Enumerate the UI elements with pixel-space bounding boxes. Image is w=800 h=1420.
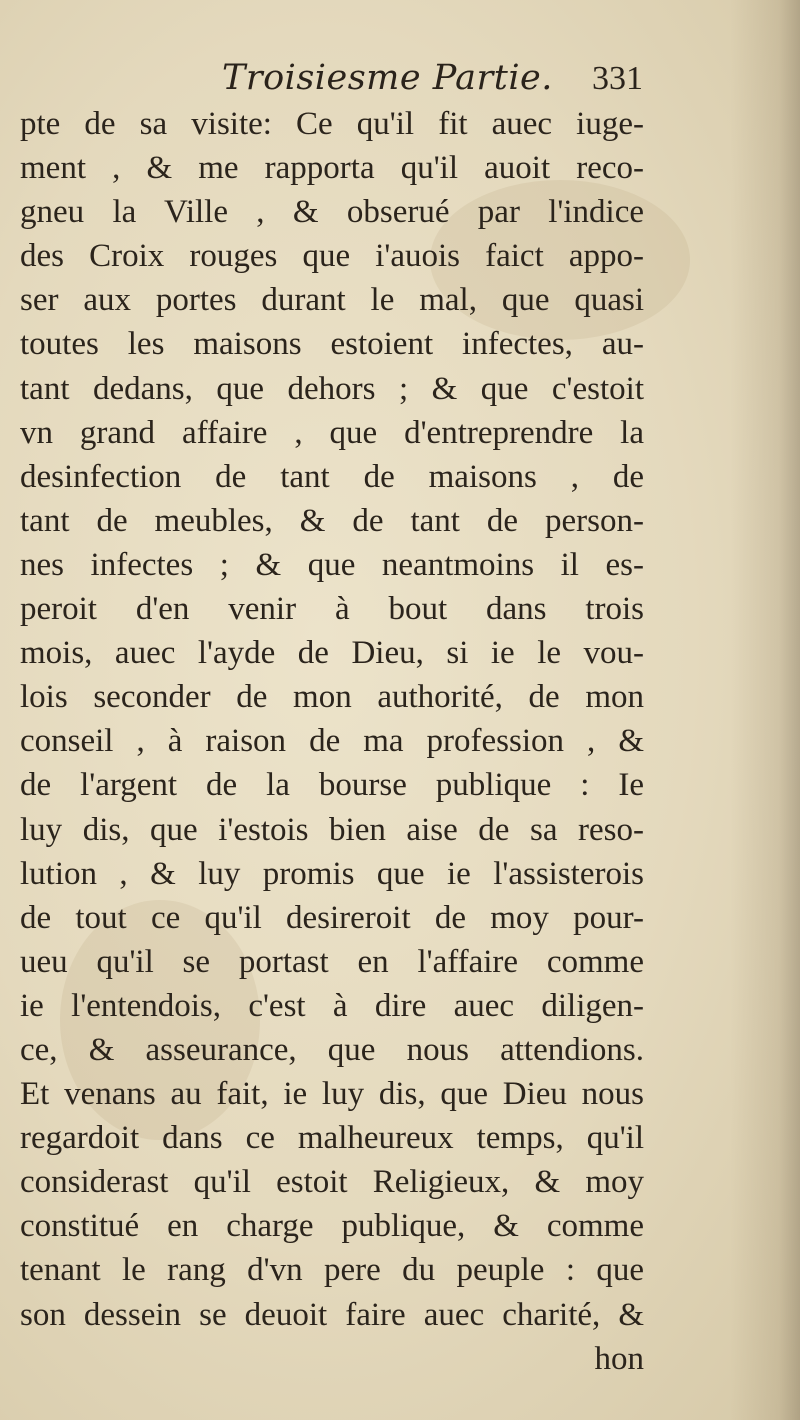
text-line: constitué en charge publique, & comme — [20, 1208, 644, 1245]
text-line: son dessein se deuoit faire auec charité, & — [20, 1296, 644, 1333]
text-line: ce, & asseurance, que nous attendions. — [20, 1031, 644, 1068]
text-line: desinfection de tant de maisons , de — [20, 458, 644, 495]
text-line: pte de sa visite: Ce qu'il fit auec iuge- — [20, 106, 644, 142]
text-line: tant dedans, que dehors ; & que c'estoit — [20, 370, 644, 407]
catchword: hon — [594, 1340, 644, 1377]
text-line: mois, auec l'ayde de Dieu, si ie le vou- — [20, 635, 644, 672]
body-text — [20, 102, 644, 1381]
text-line: regardoit dans ce malheureux temps, qu'il — [20, 1120, 644, 1157]
running-title: Troisiesme Partie. — [222, 58, 553, 98]
text-line: luy dis, que i'estois bien aise de sa reso- — [20, 811, 644, 848]
text-line: tant de meubles, & de tant de person- — [20, 502, 644, 539]
text-line: ment , & me rapporta qu'il auoit reco- — [20, 150, 644, 187]
text-line: peroit d'en venir à bout dans trois — [20, 591, 644, 628]
text-line: toutes les maisons estoient infectes, au- — [20, 326, 644, 363]
running-head — [0, 58, 800, 102]
text-line: considerast qu'il estoit Religieux, & moy — [20, 1164, 644, 1201]
text-line: conseil , à raison de ma profession , & — [20, 723, 644, 760]
text-line: ueu qu'il se portast en l'affaire comme — [20, 943, 644, 980]
text-line: ser aux portes durant le mal, que quasi — [20, 282, 644, 319]
text-line: tenant le rang d'vn pere du peuple : que — [20, 1252, 644, 1289]
page-edge-shadow — [730, 0, 800, 1420]
text-line: nes infectes ; & que neantmoins il es- — [20, 546, 644, 583]
page-number: 331 — [592, 60, 643, 97]
text-line: de l'argent de la bourse publique : Ie — [20, 767, 644, 804]
text-line: lution , & luy promis que ie l'assisterois — [20, 855, 644, 892]
text-line: des Croix rouges que i'auois faict appo- — [20, 238, 644, 275]
text-line: ie l'entendois, c'est à dire auec diligen- — [20, 987, 644, 1024]
text-line: lois seconder de mon authorité, de mon — [20, 679, 644, 716]
text-line: de tout ce qu'il desireroit de moy pour- — [20, 899, 644, 936]
text-line: vn grand affaire , que d'entreprendre la — [20, 414, 644, 451]
text-line: gneu la Ville , & obserué par l'indice — [20, 194, 644, 231]
text-line: Et venans au fait, ie luy dis, que Dieu nous — [20, 1076, 644, 1113]
